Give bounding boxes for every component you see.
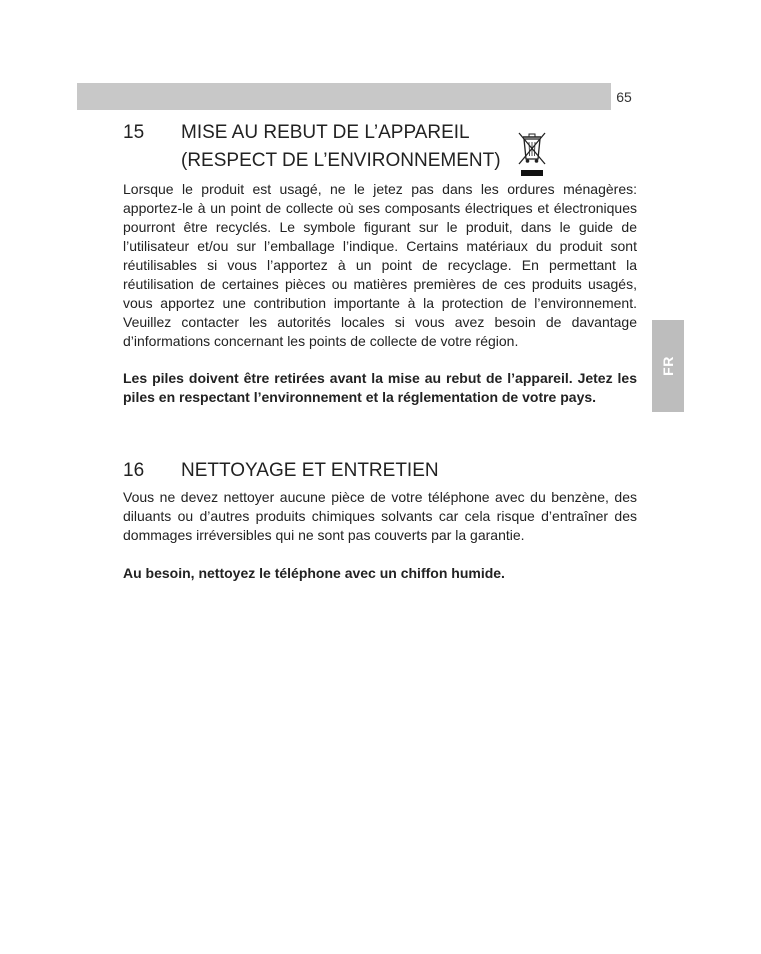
language-tab-label: FR (659, 356, 676, 376)
section-15-battery-note: Les piles doivent être retirées avant la mise au rebut de l’appareil. Jetez les piles en respectant l’environnement et la réglementation de votre pays. (123, 370, 637, 405)
crossed-out-wheelie-bin-icon (515, 130, 549, 178)
language-tab (652, 320, 684, 412)
section-15-paragraph: Lorsque le produit est usagé, ne le jetez pas dans les ordures ménagères: apportez-le à un point de collecte où ses composants électriques et électroniques pourront être recyclés. Le symbole figurant sur le produit, dans le guide de l’utilisateur et/ou sur l’emballage l’indique. Certains matériaux du produit sont réutilisables si vous l’apportez à un point de recyclage. En permettant la réutilisation de certaines pièces ou matières premières de ces produits usagés, vous apportez une contribution importante à la protection de l’environnement. Veuillez contacter les autorités locales si vous avez besoin de davantage d’informations concernant les points de collecte de votre région. (123, 181, 637, 349)
section-15-number: 15 (123, 122, 145, 143)
section-15-title-line2: (RESPECT DE L’ENVIRONNEMENT) (181, 150, 501, 171)
section-16-cleaning-note: Au besoin, nettoyez le téléphone avec un chiffon humide. (123, 565, 505, 581)
header-bar (77, 83, 611, 110)
page-number: 65 (616, 88, 632, 105)
section-15-title-line1: MISE AU REBUT DE L’APPAREIL (181, 122, 470, 143)
section-16-paragraph: Vous ne devez nettoyer aucune pièce de votre téléphone avec du benzène, des diluants ou d’autres produits chimiques solvants car cela risque d’entraîner des dommages irréversibles qui ne sont pas couverts par la garantie. (123, 489, 637, 543)
section-16-title: NETTOYAGE ET ENTRETIEN (181, 460, 439, 481)
section-16-number: 16 (123, 460, 145, 481)
